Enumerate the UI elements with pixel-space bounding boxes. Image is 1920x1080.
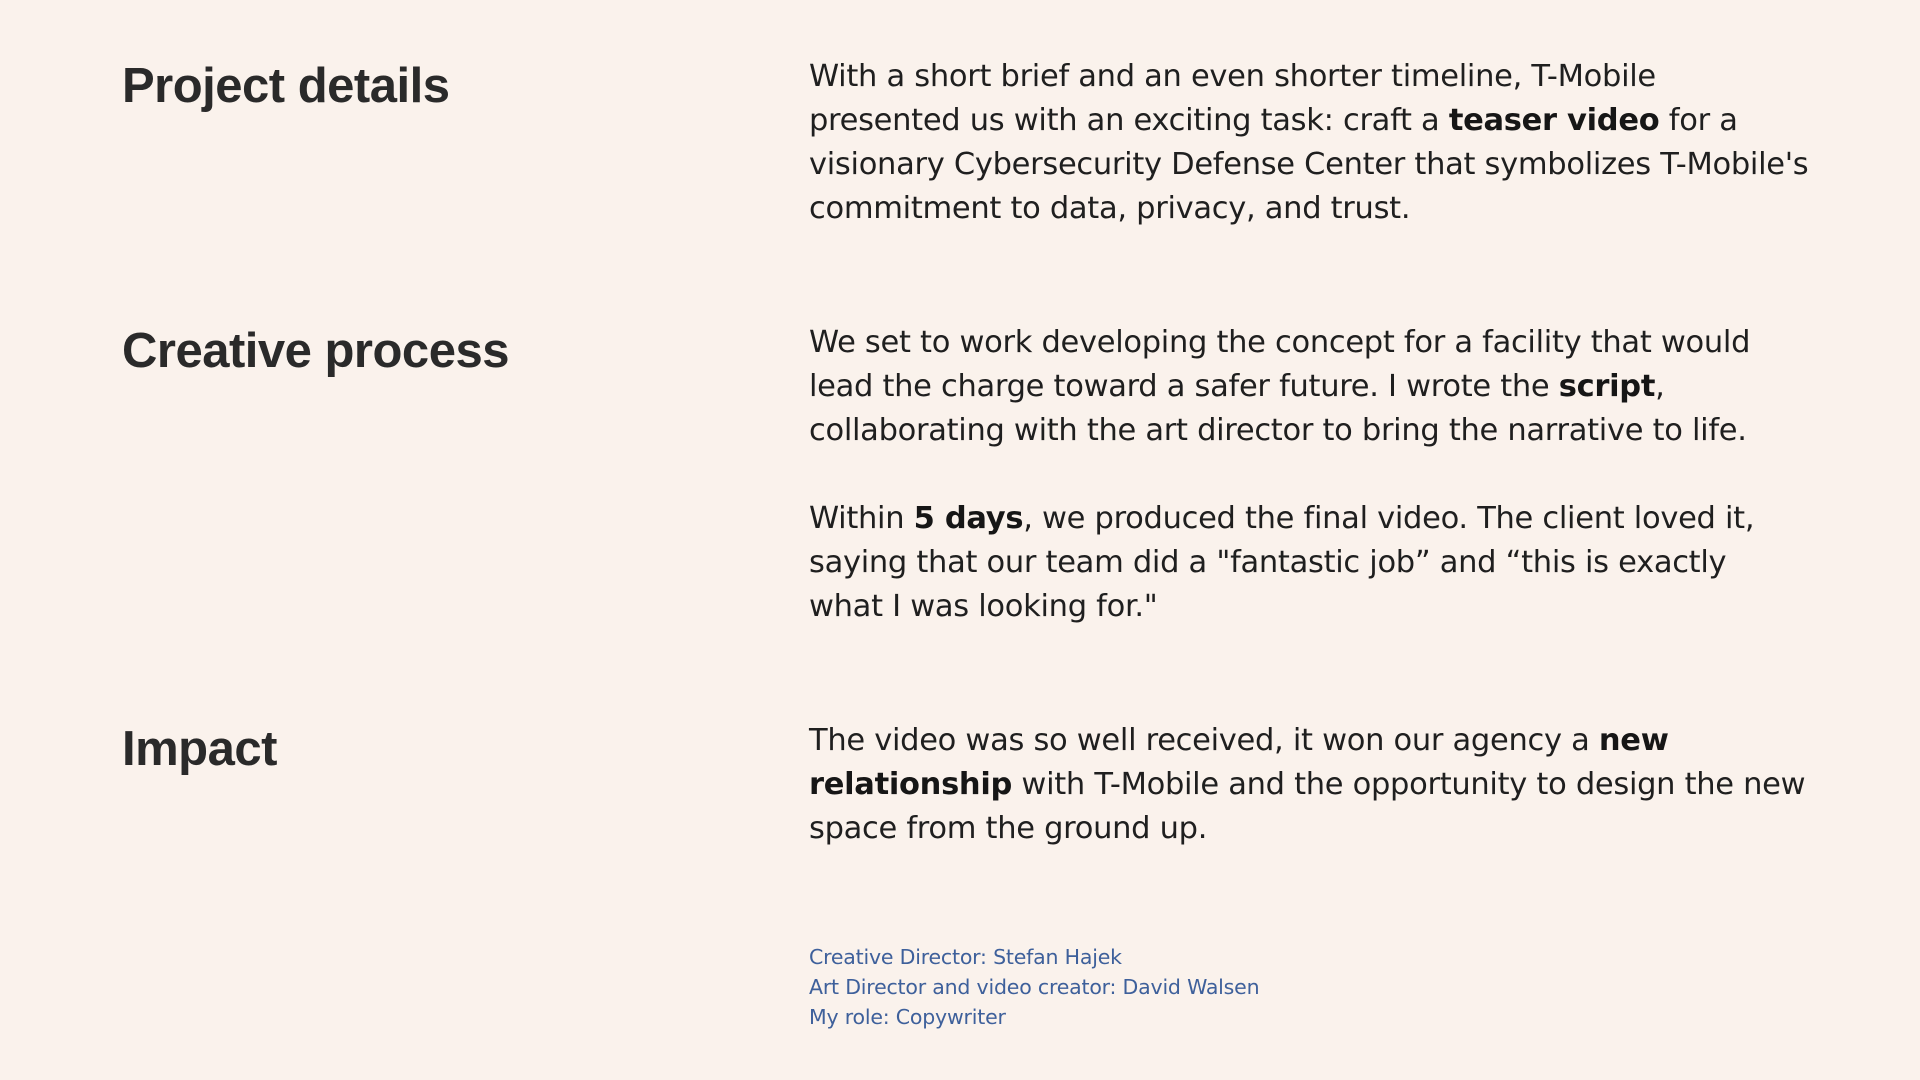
creative-process-heading: Creative process [122,324,509,378]
impact-text-a: The video was so well received, it won our agency a [809,723,1599,758]
project-details-text-b: for a visionary Cybersecurity Defense Center that symbolizes T-Mobile's commitment to data, privacy, and trust. [809,103,1809,226]
creative-process-paragraph-2 [809,497,1809,629]
credit-my-role: My role: Copywriter [809,1005,1006,1029]
impact-heading: Impact [122,722,277,776]
creative-process-text-a: We set to work developing the concept for a facility that would lead the charge toward a safer future. I wrote the [809,325,1751,404]
credit-art-director: Art Director and video creator: David Walsen [809,975,1260,999]
creative-process-text-b: , collaborating with the art director to bring the narrative to life. [809,369,1747,448]
project-details-paragraph [809,55,1809,231]
impact-paragraph [809,719,1809,851]
new-relationship-emphasis: new relationship [809,723,1669,802]
credits-block [809,942,1259,1032]
impact-text-b: with T-Mobile and the opportunity to design the new space from the ground up. [809,767,1806,846]
project-details-heading: Project details [122,59,450,113]
creative-process-2-text-a: Within [809,501,914,536]
script-emphasis: script [1558,369,1656,404]
project-details-text-a: With a short brief and an even shorter timeline, T-Mobile presented us with an exciting task: craft a [809,59,1656,138]
creative-process-2-text-b: , we produced the final video. The client loved it, saying that our team did a "fantastic job” and “this is exactly what I was looking for." [809,501,1755,624]
credit-creative-director: Creative Director: Stefan Hajek [809,945,1122,969]
creative-process-paragraph-1 [809,321,1809,453]
teaser-video-emphasis: teaser video [1448,103,1660,138]
five-days-emphasis: 5 days [913,501,1024,536]
